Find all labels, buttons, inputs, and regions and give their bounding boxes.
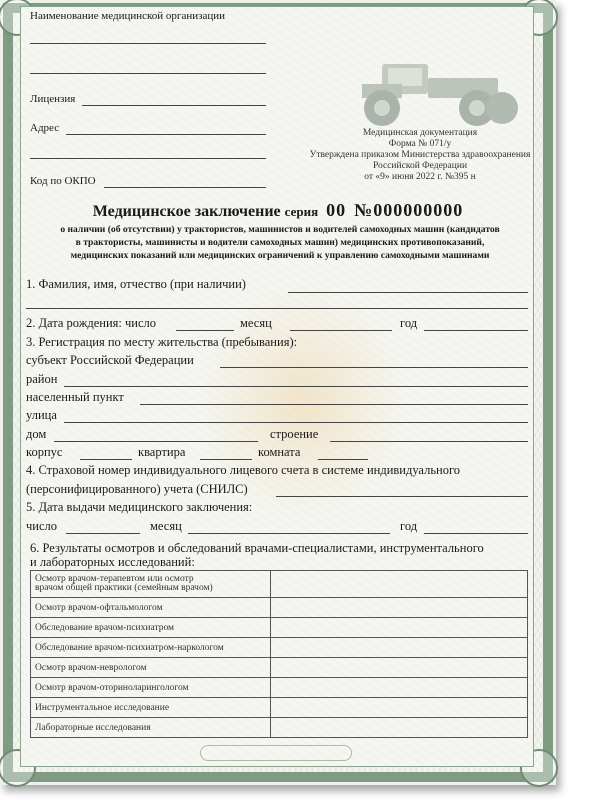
series-value: 00 [326,200,347,220]
exam-type-cell [31,571,271,598]
room-field[interactable] [318,459,368,460]
exam-type-cell [31,698,271,718]
full-name-field[interactable] [26,308,528,309]
issue-day-field[interactable] [66,533,140,534]
approval-line: Форма № 071/у [388,139,452,149]
exam-type-text: врачом общей практики (семейным врачом) [35,583,213,593]
address-line [30,158,266,159]
snils-field[interactable] [276,496,528,497]
license-label: Лицензия [30,93,76,105]
document-subtitle [30,223,530,262]
full-name-label: 1. Фамилия, имя, отчество (при наличии) [26,277,246,291]
issue-month-label: месяц [150,519,182,533]
subtitle-line: о наличии (об отсутствии) у трактористов, машинистов и водителей самоходных машин (кандидатов [60,224,500,235]
apartment-label: квартира [138,445,186,459]
approval-line: Российской Федерации [372,161,468,171]
exam-type-text: Осмотр врачом-офтальмологом [35,602,163,613]
street-label: улица [26,408,57,422]
document-title [0,200,556,221]
org-name-line [30,73,266,74]
registration-label: 3. Регистрация по месту жительства (пребывания): [26,335,298,349]
birth-month-label: месяц [240,316,272,330]
subject-field[interactable] [220,367,528,368]
birth-date-label: 2. Дата рождения: число [26,316,157,330]
district-field[interactable] [64,386,528,387]
exam-type-text: Осмотр врачом-оториноларингологом [35,682,189,693]
table-row [31,678,528,698]
exam-type-cell [31,718,271,738]
room-label: комната [258,445,301,459]
issue-year-label: год [400,519,418,533]
table-row [31,571,528,598]
exam-type-cell [31,618,271,638]
issue-date-label: 5. Дата выдачи медицинского заключения: [26,500,253,514]
exam-result-cell[interactable] [271,571,528,598]
birth-day-field[interactable] [176,330,234,331]
snils-label: 4. Страховой номер индивидуального лицевого счета в системе индивидуального [26,463,461,477]
corpus-label: корпус [26,445,63,459]
subtitle-line: в трактористы, машинисты и водители самоходных машин) медицинских противопоказаний, [75,237,485,248]
street-field[interactable] [64,422,528,423]
building-label: строение [270,427,319,441]
approval-note [290,128,550,183]
approval-line: Утверждена приказом Министерства здравоохранения [309,150,531,160]
tractor-image [342,58,522,128]
exam-type-text: Осмотр врачом-неврологом [35,662,147,673]
table-row [31,598,528,618]
exam-result-cell[interactable] [271,718,528,738]
results-table [30,570,528,738]
house-field[interactable] [54,441,258,442]
series-label: серия [284,204,319,219]
house-label: дом [26,427,47,441]
exam-type-cell [31,658,271,678]
exam-type-text: Инструментальное исследование [35,702,170,713]
table-row [31,638,528,658]
locality-field[interactable] [140,404,528,405]
bottom-ornament [200,745,352,761]
issue-day-label: число [26,519,58,533]
birth-year-field[interactable] [424,330,528,331]
exam-type-text: Лабораторные исследования [35,722,151,733]
apartment-field[interactable] [200,459,252,460]
full-name-field[interactable] [288,292,528,293]
exam-type-cell [31,678,271,698]
locality-label: населенный пункт [26,390,124,404]
issue-month-field[interactable] [188,533,390,534]
issue-year-field[interactable] [424,533,528,534]
document-number: №000000000 [354,200,464,220]
exam-type-text: Обследование врачом-психиатром-наркологом [35,642,224,653]
org-name-line [30,43,266,44]
exam-result-cell[interactable] [271,618,528,638]
results-label-cont: и лабораторных исследований: [30,555,195,569]
exam-type-text: Осмотр врачом-терапевтом или осмотр [35,574,194,584]
results-label: 6. Результаты осмотров и обследований врачами-специалистами, инструментального [30,541,484,555]
building-field[interactable] [330,441,528,442]
table-row [31,658,528,678]
exam-type-cell [31,638,271,658]
table-row [31,698,528,718]
exam-result-cell[interactable] [271,678,528,698]
okpo-line [104,187,266,188]
subtitle-line: медицинских показаний или медицинских ограничений к управлению самоходными машинами [70,250,490,261]
exam-result-cell[interactable] [271,598,528,618]
birth-month-field[interactable] [290,330,392,331]
exam-result-cell[interactable] [271,638,528,658]
address-line [66,134,266,135]
exam-type-text: Обследование врачом-психиатром [35,622,175,633]
district-label: район [26,372,58,386]
exam-result-cell[interactable] [271,658,528,678]
corpus-field[interactable] [80,459,132,460]
table-row [31,618,528,638]
snils-label-cont: (персонифицированного) учета (СНИЛС) [26,482,248,496]
birth-year-label: год [400,316,418,330]
exam-result-cell[interactable] [271,698,528,718]
approval-line: от «9» июня 2022 г. №395 н [364,172,476,182]
org-name-label: Наименование медицинской организации [30,10,225,22]
license-line [82,105,266,106]
title-text: Медицинское заключение [92,203,281,220]
exam-type-cell [31,598,271,618]
subject-label: субъект Российской Федерации [26,353,194,367]
table-row [31,718,528,738]
approval-line: Медицинская документация [362,128,478,138]
okpo-label: Код по ОКПО [30,175,96,187]
address-label: Адрес [30,122,60,134]
